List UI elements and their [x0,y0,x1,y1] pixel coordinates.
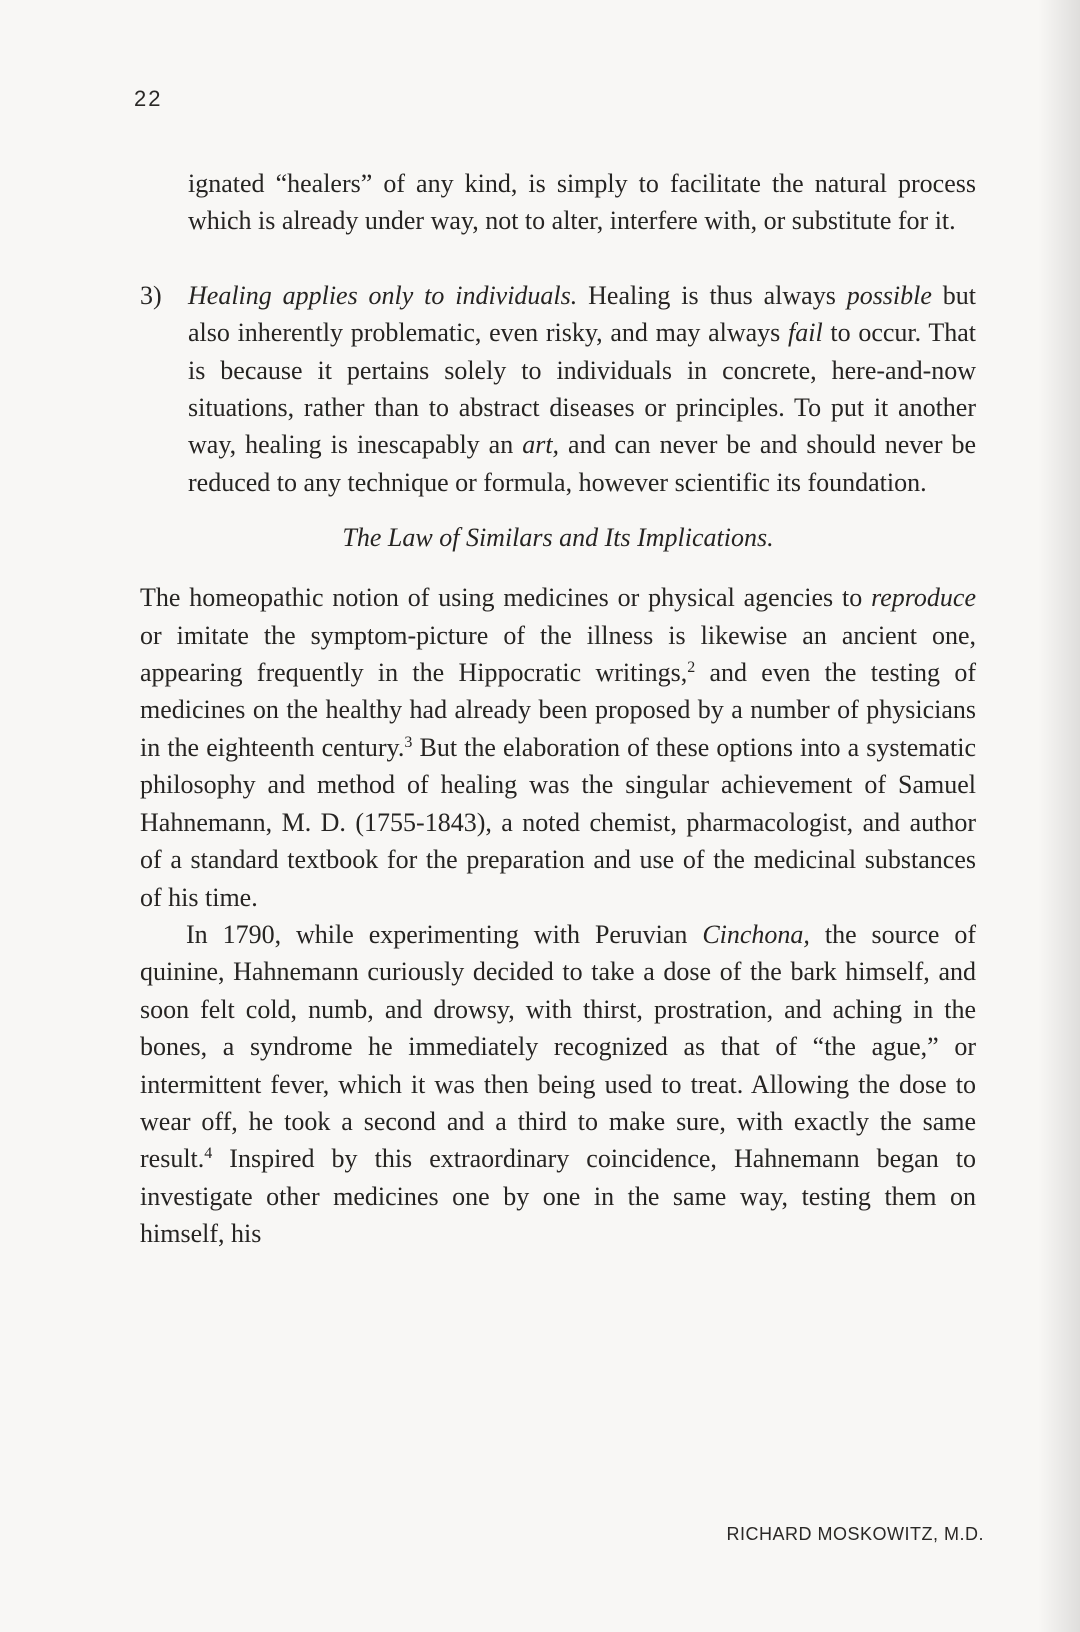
heading-text: Similars and Its Implications. [459,523,774,553]
footnote-ref: 2 [687,659,696,677]
text-run: Inspired by this extraordinary coincidence, Hahnemann began to investigate other medicines one by one in the same way, testing them on himself, his [140,1144,976,1249]
item-lead-phrase: Healing applies only to individuals. [188,280,578,310]
page-number: 22 [134,86,163,111]
text-run: But the elaboration of these options into a systematic philosophy and method of healing was the singular achievement of Samuel Hahnemann, M. D. (1755-1843), a noted chemist, pharmacologist, and author of a standard textbook for the preparation and use of the medicinal substances of his time. [140,732,976,912]
section-heading [140,519,976,556]
text-run: the source of quinine, Hahnemann curiously decided to take a dose of the bark himself, and soon felt cold, numb, and drowsy, with thirst, prostration, and aching in the bones, a syndrome he immediately recognized as that of “the ague,” or intermittent fever, which it was then being used to treat. Allowing the dose to wear off, he took a second and a third to make sure, with exactly the same result. [140,919,977,1174]
list-item-3 [140,277,976,501]
text-run: and can never be and should never be reduced to any technique or formula, however scientific its foundation. [188,430,976,497]
footnote-ref: 3 [404,733,413,751]
text-run: Healing is thus always [577,280,847,310]
text-run: The homeopathic notion of using medicines or physical agencies to [140,583,872,613]
list-marker: 3) [140,280,162,310]
emphasis-cinchona: Cinchona, [702,919,810,949]
text-run: to occur. That is because it pertains solely to individuals in concrete, here-and-now situations, rather than to abstract diseases or principles. To put it another way, healing is inescapably an [188,318,977,460]
text-run: or imitate the symptom-picture of the illness is likewise an ancient one, appearing frequently in the Hippocratic writings, [140,620,976,688]
emphasis-possible: possible [846,280,932,310]
running-footer-author: RICHARD MOSKOWITZ, M.D. [726,1524,984,1544]
paragraph-homeopathic-notion [140,579,976,916]
heading-text: of [439,523,460,553]
text-run: In 1790, while experimenting with Peruvian [186,919,703,949]
text-run: but also inherently problematic, even risky, and may always [188,280,976,348]
heading-text: The Law [342,523,440,553]
page-edge-shadow [1038,0,1080,1632]
continuation-paragraph: ignated “healers” of any kind, is simply to facilitate the natural process which is already under way, not to alter, interfere with, or substitute for it. [188,169,976,236]
text-run: and even the testing of medicines on the healthy had already been proposed by a number of physicians in the eighteenth century. [140,658,976,762]
emphasis-art: art, [522,430,560,460]
emphasis-fail: fail [788,318,823,348]
paragraph-1790-experiment [140,916,976,1253]
continuation-block [140,165,976,240]
body-text [140,165,976,1253]
footnote-ref: 4 [204,1145,213,1163]
list-item-text [140,277,976,501]
emphasis-reproduce: reproduce [871,583,976,613]
